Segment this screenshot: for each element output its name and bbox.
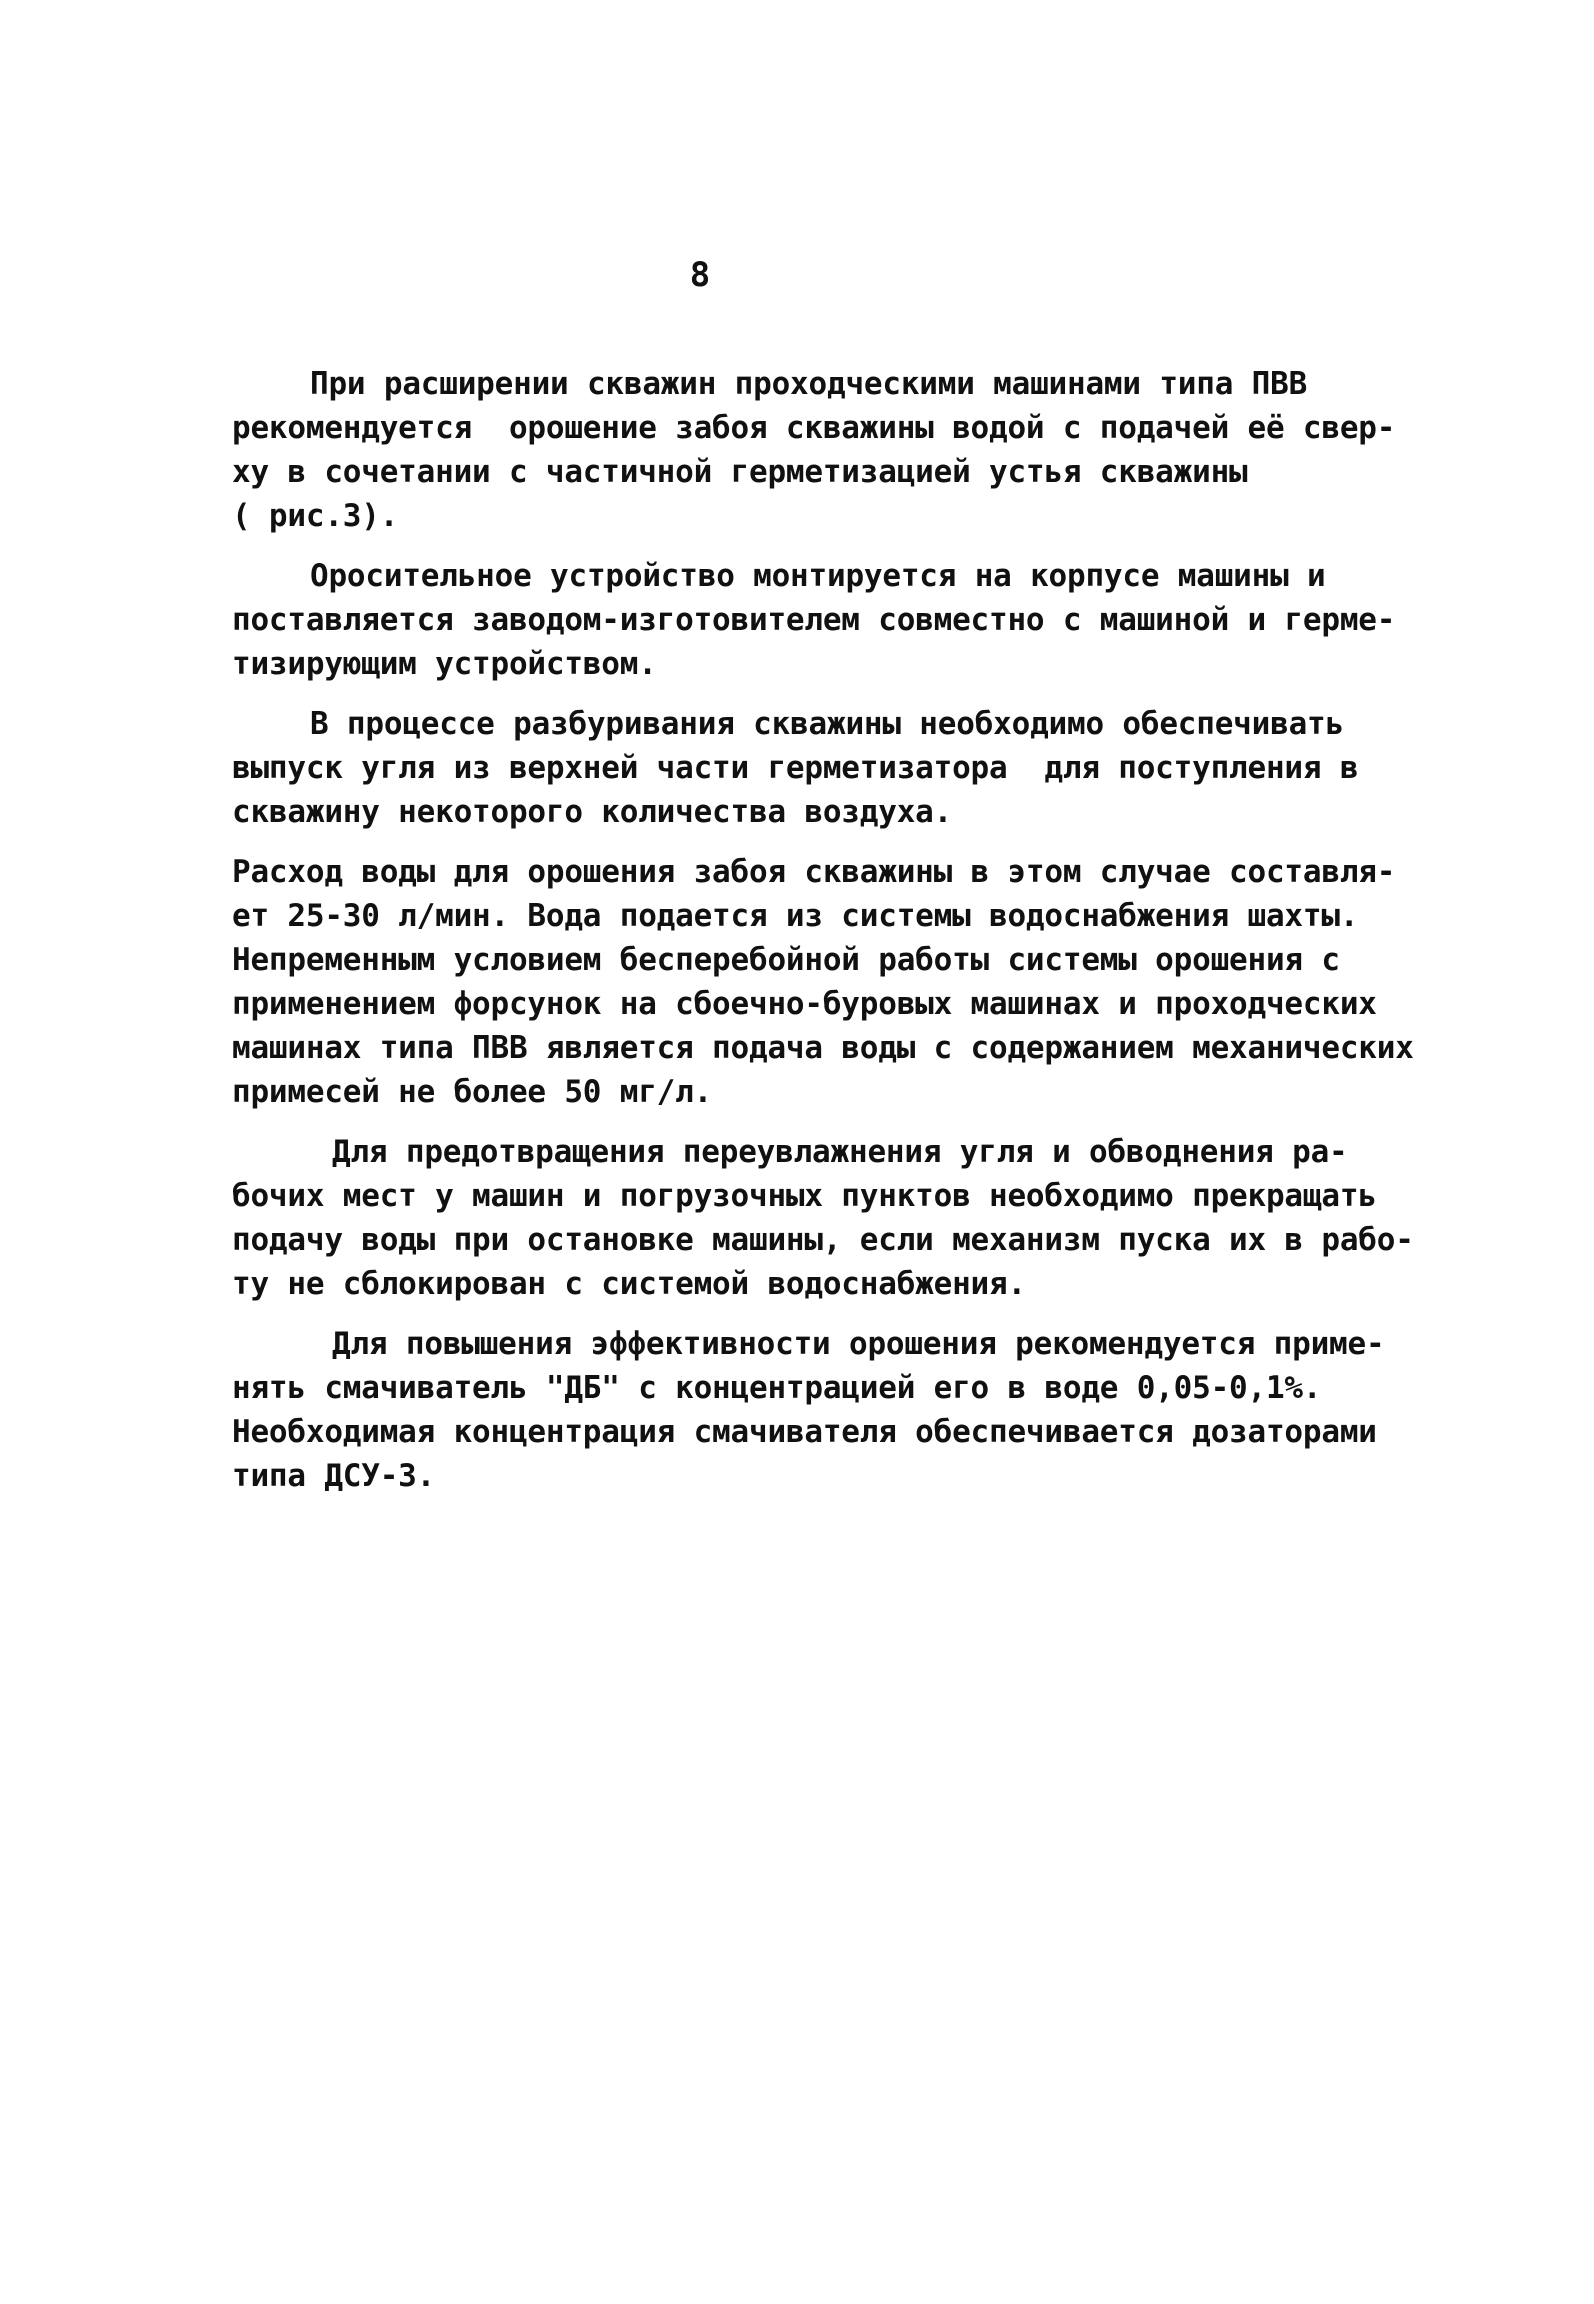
text-line: скважину некоторого количества воздуха. xyxy=(232,794,953,830)
text-line: Оросительное устройство монтируется на корпусе машины и xyxy=(310,558,1326,594)
paragraph-5 xyxy=(232,1130,1412,1306)
text-line: нять смачиватель "ДБ" с концентрацией его в воде 0,05-0,1%. xyxy=(232,1370,1322,1406)
text-line: тизирующим устройством. xyxy=(232,646,657,682)
text-line: поставляется заводом-изготовителем совместно с машиной и герме- xyxy=(232,602,1396,638)
text-line: Для предотвращения переувлажнения угля и обводнения ра- xyxy=(332,1134,1348,1170)
text-line: ( рис.3). xyxy=(232,498,399,534)
text-line: В процессе разбуривания скважины необходимо обеспечивать xyxy=(310,706,1344,742)
paragraph-2 xyxy=(232,554,1412,686)
text-line: подачу воды при остановке машины, если механизм пуска их в рабо- xyxy=(232,1222,1414,1258)
text-line: Расход воды для орошения забоя скважины в этом случае составля- xyxy=(232,854,1396,890)
text-line: ту не сблокирован с системой водоснабжения. xyxy=(232,1266,1026,1302)
text-line: Необходимая концентрация смачивателя обеспечивается дозаторами xyxy=(232,1414,1377,1450)
text-line: ет 25-30 л/мин. Вода подается из системы водоснабжения шахты. xyxy=(232,898,1359,934)
text-line: Непременным условием бесперебойной работы системы орошения с xyxy=(232,942,1340,978)
text-line: примесей не более 50 мг/л. xyxy=(232,1074,713,1110)
paragraph-4 xyxy=(232,850,1412,1114)
paragraph-3 xyxy=(232,702,1412,834)
text-line: бочих мест у машин и погрузочных пунктов необходимо прекращать xyxy=(232,1178,1377,1214)
text-line: машинах типа ПВВ является подача воды с содержанием механических xyxy=(232,1030,1414,1066)
text-line: типа ДСУ-3. xyxy=(232,1458,436,1494)
paragraph-1 xyxy=(232,362,1412,538)
text-line: При расширении скважин проходческими машинами типа ПВВ xyxy=(310,366,1308,402)
text-line: рекомендуется орошение забоя скважины водой с подачей её свер- xyxy=(232,410,1396,446)
text-line: применением форсунок на сбоечно-буровых машинах и проходческих xyxy=(232,986,1377,1022)
paragraph-6 xyxy=(232,1322,1412,1498)
text-line: Для повышения эффективности орошения рекомендуется приме- xyxy=(332,1326,1385,1362)
text-line: выпуск угля из верхней части герметизатора для поступления в xyxy=(232,750,1359,786)
page-number: 8 xyxy=(689,255,711,295)
text-line: ху в сочетании с частичной герметизацией устья скважины xyxy=(232,454,1248,490)
body-text xyxy=(232,362,1412,1514)
